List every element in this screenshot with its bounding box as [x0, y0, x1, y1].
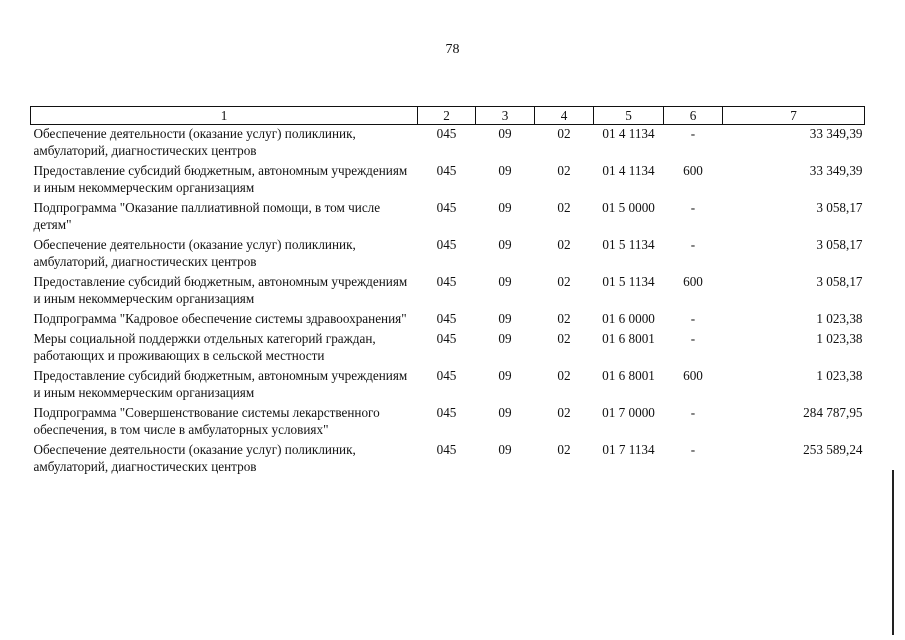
- row-code-cell: 045: [436, 237, 457, 252]
- row-type-cell: 600: [683, 274, 703, 289]
- row-name-cell: Подпрограмма "Кадровое обеспечение системы здравоохранения": [33, 311, 407, 326]
- row-subsection-cell: 02: [557, 405, 571, 420]
- row-type-cell: -: [690, 442, 696, 457]
- table-header-row: [31, 107, 865, 125]
- row-name-cell: Подпрограмма "Оказание паллиативной помощи, в том числе детям": [33, 200, 381, 232]
- row-target-cell: 01 4 1134: [602, 163, 655, 178]
- row-code-cell: 045: [436, 442, 457, 457]
- row-section-cell: 09: [498, 442, 512, 457]
- row-code-cell: 045: [436, 200, 457, 215]
- row-code-cell: 045: [436, 274, 457, 289]
- table-row: [31, 330, 865, 367]
- row-amount-cell: 1 023,38: [816, 311, 863, 326]
- column-header: 1: [31, 107, 418, 125]
- row-subsection-cell: 02: [557, 311, 571, 326]
- row-name-cell: Предоставление субсидий бюджетным, автономным учреждениям и иным некоммерческим организациям: [33, 274, 408, 306]
- row-type-cell: 600: [683, 368, 703, 383]
- row-type-cell: -: [690, 126, 696, 141]
- column-header: 7: [723, 107, 865, 125]
- row-section-cell: 09: [498, 274, 512, 289]
- row-amount-cell: 1 023,38: [816, 368, 863, 383]
- row-code-cell: 045: [436, 311, 457, 326]
- column-header: 6: [664, 107, 723, 125]
- table-row: [31, 310, 865, 330]
- row-amount-cell: 3 058,17: [816, 274, 863, 289]
- row-code-cell: 045: [436, 405, 457, 420]
- column-header: 4: [535, 107, 594, 125]
- table-row: [31, 441, 865, 478]
- row-amount-cell: 1 023,38: [816, 331, 863, 346]
- row-subsection-cell: 02: [557, 274, 571, 289]
- row-subsection-cell: 02: [557, 163, 571, 178]
- table-row: [31, 199, 865, 236]
- row-target-cell: 01 7 1134: [602, 442, 655, 457]
- row-name-cell: Предоставление субсидий бюджетным, автономным учреждениям и иным некоммерческим организациям: [33, 368, 408, 400]
- table-row: [31, 404, 865, 441]
- column-header: 2: [418, 107, 476, 125]
- row-type-cell: -: [690, 405, 696, 420]
- row-target-cell: 01 6 8001: [602, 368, 655, 383]
- row-name-cell: Предоставление субсидий бюджетным, автономным учреждениям и иным некоммерческим организациям: [33, 163, 408, 195]
- row-name-cell: Обеспечение деятельности (оказание услуг) поликлиник, амбулаторий, диагностических центров: [33, 237, 356, 269]
- row-section-cell: 09: [498, 126, 512, 141]
- row-name-cell: Обеспечение деятельности (оказание услуг) поликлиник, амбулаторий, диагностических центров: [33, 126, 356, 158]
- row-section-cell: 09: [498, 405, 512, 420]
- row-target-cell: 01 7 0000: [602, 405, 655, 420]
- column-header: 5: [594, 107, 664, 125]
- table-body: [31, 125, 865, 479]
- row-section-cell: 09: [498, 331, 512, 346]
- row-subsection-cell: 02: [557, 200, 571, 215]
- row-name-cell: Обеспечение деятельности (оказание услуг) поликлиник, амбулаторий, диагностических центров: [33, 442, 356, 474]
- row-amount-cell: 33 349,39: [809, 163, 863, 178]
- row-type-cell: -: [690, 200, 696, 215]
- table-row: [31, 273, 865, 310]
- row-target-cell: 01 4 1134: [602, 126, 655, 141]
- row-section-cell: 09: [498, 163, 512, 178]
- row-type-cell: -: [690, 311, 696, 326]
- margin-rule: [892, 470, 894, 635]
- row-amount-cell: 33 349,39: [809, 126, 863, 141]
- row-amount-cell: 253 589,24: [803, 442, 863, 457]
- row-amount-cell: 284 787,95: [803, 405, 863, 420]
- row-subsection-cell: 02: [557, 237, 571, 252]
- row-code-cell: 045: [436, 331, 457, 346]
- table-row: [31, 236, 865, 273]
- row-code-cell: 045: [436, 126, 457, 141]
- row-target-cell: 01 5 0000: [602, 200, 655, 215]
- row-section-cell: 09: [498, 237, 512, 252]
- row-amount-cell: 3 058,17: [816, 200, 863, 215]
- row-name-cell: Подпрограмма "Совершенствование системы лекарственного обеспечения, в том числе в амбулаторных условиях": [33, 405, 380, 437]
- row-code-cell: 045: [436, 368, 457, 383]
- table-row: [31, 367, 865, 404]
- row-section-cell: 09: [498, 311, 512, 326]
- row-target-cell: 01 6 8001: [602, 331, 655, 346]
- page-number: 78: [445, 42, 460, 57]
- row-subsection-cell: 02: [557, 331, 571, 346]
- row-target-cell: 01 5 1134: [602, 237, 655, 252]
- table-row: [31, 125, 865, 163]
- table-row: [31, 162, 865, 199]
- row-section-cell: 09: [498, 200, 512, 215]
- row-subsection-cell: 02: [557, 442, 571, 457]
- row-target-cell: 01 6 0000: [602, 311, 655, 326]
- row-target-cell: 01 5 1134: [602, 274, 655, 289]
- row-amount-cell: 3 058,17: [816, 237, 863, 252]
- column-header: 3: [476, 107, 535, 125]
- row-subsection-cell: 02: [557, 368, 571, 383]
- row-name-cell: Меры социальной поддержки отдельных категорий граждан, работающих и проживающих в сельской местности: [33, 331, 376, 363]
- row-code-cell: 045: [436, 163, 457, 178]
- row-type-cell: -: [690, 331, 696, 346]
- budget-table: [30, 106, 865, 478]
- row-type-cell: 600: [683, 163, 703, 178]
- row-subsection-cell: 02: [557, 126, 571, 141]
- row-type-cell: -: [690, 237, 696, 252]
- row-section-cell: 09: [498, 368, 512, 383]
